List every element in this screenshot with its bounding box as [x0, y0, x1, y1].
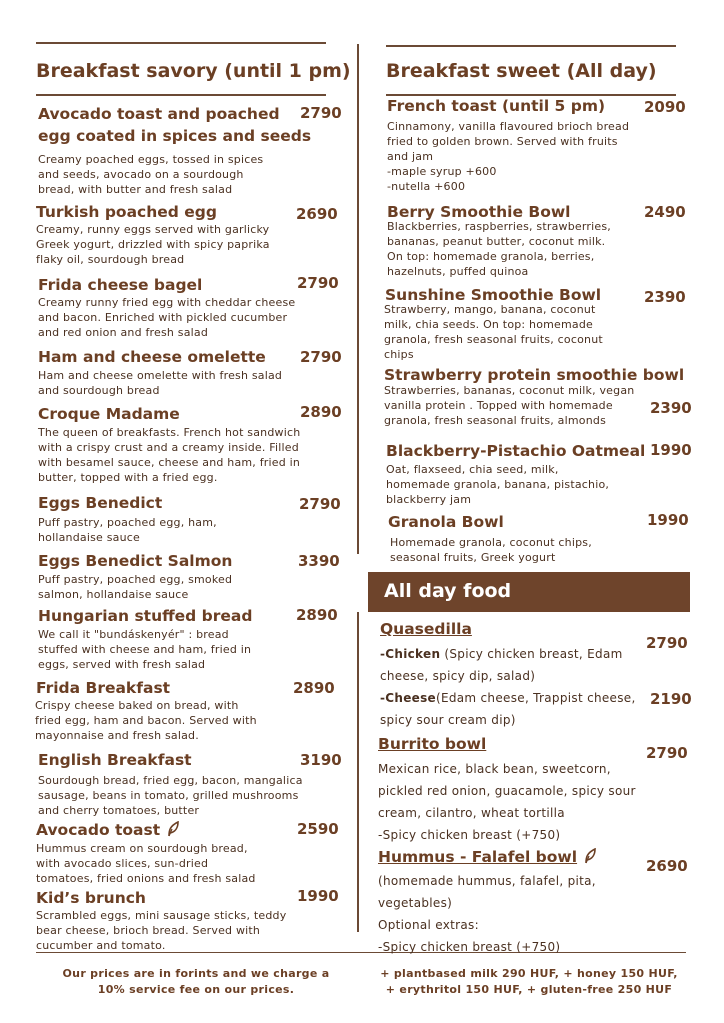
item-price: 1990 — [297, 887, 339, 905]
item-price: 2390 — [644, 288, 686, 306]
item-price: 2790 — [297, 274, 339, 292]
item-price-chicken: 2790 — [646, 634, 688, 652]
item-description: (homemade hummus, falafel, pita, vegetables) Optional extras: -Spicy chicken breast (+750) — [378, 874, 596, 954]
variant-chicken-label: -Chicken — [380, 647, 441, 661]
item-name: Eggs Benedict — [38, 494, 163, 512]
item-price: 2790 — [646, 744, 688, 762]
item-price: 2890 — [293, 679, 335, 697]
item-description: Cinnamony, vanilla flavoured brioch bread fried to golden brown. Served with fruits and jam -maple syrup +600 -nutella +600 — [387, 120, 630, 193]
top-rule-right — [386, 45, 676, 47]
top-rule-left — [36, 42, 326, 44]
item-description: Strawberries, bananas, coconut milk, vegan vanilla protein . Topped with homemade granola, fresh seasonal fruits, almonds — [384, 384, 635, 427]
item-price-cheese: 2190 — [650, 690, 692, 708]
item-name: Croque Madame — [38, 405, 180, 423]
footer-extras-note: + plantbased milk 290 HUF, + honey 150 HUF, + erythritol 150 HUF, + gluten-free 250 HUF — [380, 967, 678, 996]
item-description: Puff pastry, poached egg, smoked salmon, hollandaise sauce — [38, 573, 233, 601]
item-name: Avocado toast — [36, 821, 161, 839]
item-price: 2890 — [300, 403, 342, 421]
item-name: Eggs Benedict Salmon — [38, 552, 233, 570]
item-price: 2690 — [296, 205, 338, 223]
item-description: Mexican rice, black bean, sweetcorn, pickled red onion, guacamole, spicy sour cream, cilantro, wheat tortilla -Spicy chicken breast (+750) — [378, 762, 636, 842]
item-name: Quasedilla — [380, 620, 472, 638]
item-price: 2390 — [650, 399, 692, 417]
item-description: Hummus cream on sourdough bread, with avocado slices, sun-dried tomatoes, fried onions and fresh salad — [36, 842, 256, 885]
item-name: French toast (until 5 pm) — [387, 97, 606, 115]
item-price: 2890 — [296, 606, 338, 624]
item-name: Sunshine Smoothie Bowl — [385, 286, 602, 304]
item-description: Blackberries, raspberries, strawberries, bananas, peanut butter, coconut milk. On top: homemade granola, berries, hazelnuts, puffed quinoa — [387, 220, 611, 278]
item-name: egg coated in spices and seeds — [38, 127, 312, 145]
item-name: Avocado toast and poached — [38, 105, 280, 123]
item-name: Frida Breakfast — [36, 679, 171, 697]
item-description: Creamy poached eggs, tossed in spices and seeds, avocado on a sourdough bread, with butter and fresh salad — [38, 153, 264, 196]
item-description: The queen of breakfasts. French hot sandwich with a crispy crust and a creamy inside. Filled with besamel sauce, cheese and ham, fried in butter, topped with a fried egg. — [38, 426, 301, 484]
variant-cheese-label: -Cheese — [380, 691, 436, 705]
item-description: Homemade granola, coconut chips, seasonal fruits, Greek yogurt — [390, 536, 592, 564]
item-price: 1990 — [647, 511, 689, 529]
vegan-leaf-icon — [166, 821, 180, 837]
item-description: We call it "bundáskenyér" : bread stuffed with cheese and ham, fried in eggs, served with fresh salad — [38, 628, 252, 671]
item-description: Sourdough bread, fried egg, bacon, mangalica sausage, beans in tomato, grilled mushrooms and cherry tomatoes, butter — [38, 774, 303, 817]
item-name: Burrito bowl — [378, 735, 487, 753]
section-title-sweet: Breakfast sweet (All day) — [386, 60, 657, 82]
item-description: Creamy runny fried egg with cheddar cheese and bacon. Enriched with pickled cucumber and red onion and fresh salad — [38, 296, 296, 339]
item-description: Oat, flaxseed, chia seed, milk, homemade granola, banana, pistachio, blackberry jam — [386, 463, 610, 506]
item-name: Berry Smoothie Bowl — [387, 203, 571, 221]
item-description: -Chicken (Spicy chicken breast, Edam cheese, spicy dip, salad) -Cheese(Edam cheese, Trappist cheese, spicy sour cream dip) — [380, 647, 636, 727]
item-price: 3390 — [298, 552, 340, 570]
item-name: Hungarian stuffed bread — [38, 607, 253, 625]
item-price: 2490 — [644, 203, 686, 221]
item-price: 1990 — [650, 441, 692, 459]
item-description: Crispy cheese baked on bread, with fried egg, ham and bacon. Served with mayonnaise and fresh salad. — [35, 699, 257, 742]
item-price: 2690 — [646, 857, 688, 875]
item-description: Ham and cheese omelette with fresh salad and sourdough bread — [38, 369, 283, 397]
item-name: Strawberry protein smoothie bowl — [384, 366, 685, 384]
item-price: 2790 — [300, 348, 342, 366]
item-description: Scrambled eggs, mini sausage sticks, teddy bear cheese, brioch bread. Served with cucumber and tomato. — [36, 909, 287, 952]
vegan-leaf-icon — [583, 848, 597, 864]
column-divider-lower — [357, 612, 359, 932]
item-name: Hummus - Falafel bowl — [378, 848, 578, 866]
item-name: Kid’s brunch — [36, 889, 146, 907]
footer-service-note: Our prices are in forints and we charge a 10% service fee on our prices. — [62, 967, 330, 996]
section-title-all-day: All day food — [384, 580, 512, 602]
item-description: Strawberry, mango, banana, coconut milk, chia seeds. On top: homemade granola, fresh seasonal fruits, coconut chips — [384, 303, 603, 361]
item-name: Turkish poached egg — [36, 203, 217, 221]
item-price: 2790 — [299, 495, 341, 513]
column-divider-upper — [357, 44, 359, 554]
item-name: Blackberry-Pistachio Oatmeal — [386, 442, 646, 460]
item-price: 3190 — [300, 751, 342, 769]
item-price: 2090 — [644, 98, 686, 116]
title-rule-left — [36, 94, 326, 96]
item-name: Frida cheese bagel — [38, 276, 203, 294]
item-name: Granola Bowl — [388, 513, 504, 531]
item-name: Ham and cheese omelette — [38, 348, 266, 366]
section-title-savory: Breakfast savory (until 1 pm) — [36, 60, 351, 82]
item-description: Puff pastry, poached egg, ham, hollandaise sauce — [38, 516, 217, 544]
item-name: English Breakfast — [38, 751, 192, 769]
item-price: 2790 — [300, 104, 342, 122]
item-price: 2590 — [297, 820, 339, 838]
title-rule-right — [386, 94, 676, 96]
item-description: Creamy, runny eggs served with garlicky Greek yogurt, drizzled with spicy paprika flaky oil, sourdough bread — [36, 223, 270, 266]
